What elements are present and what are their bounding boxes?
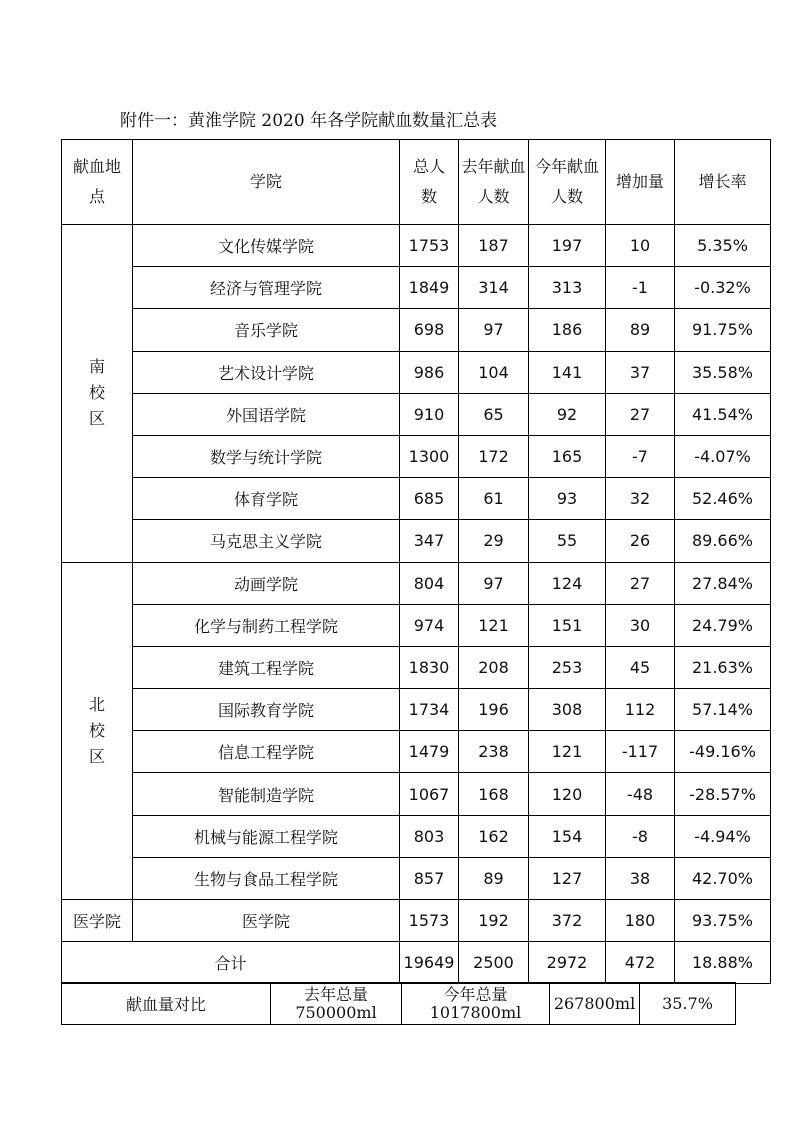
campus-char: 校	[88, 720, 105, 740]
this-year-count: 186	[529, 309, 606, 351]
comparison-row	[62, 983, 736, 1025]
growth-rate: 41.54%	[675, 393, 771, 435]
table-row	[62, 351, 771, 393]
total-count: 974	[400, 604, 459, 646]
table-row	[62, 309, 771, 351]
this-year-count: 154	[529, 815, 606, 857]
growth-rate: 35.58%	[675, 351, 771, 393]
table-row	[62, 225, 771, 267]
table-row	[62, 900, 771, 942]
growth-rate: 21.63%	[675, 646, 771, 688]
total-count: 1830	[400, 646, 459, 688]
total-count: 986	[400, 351, 459, 393]
college-name: 文化传媒学院	[133, 225, 400, 267]
increase-count: 37	[606, 351, 675, 393]
comparison-rate: 35.7%	[640, 983, 736, 1025]
growth-rate: 89.66%	[675, 520, 771, 562]
summary-growth: 18.88%	[675, 942, 771, 984]
table-row	[62, 857, 771, 899]
increase-count: -8	[606, 815, 675, 857]
summary-increase: 472	[606, 942, 675, 984]
summary-label: 合计	[62, 942, 400, 984]
total-count: 685	[400, 478, 459, 520]
campus-char: 南	[88, 357, 105, 377]
table-row	[62, 646, 771, 688]
college-name: 数学与统计学院	[133, 435, 400, 477]
campus-north	[62, 562, 133, 900]
blood-donation-table	[61, 139, 771, 984]
increase-count: 10	[606, 225, 675, 267]
increase-count: -48	[606, 773, 675, 815]
total-count: 804	[400, 562, 459, 604]
total-count: 1849	[400, 267, 459, 309]
total-count: 1753	[400, 225, 459, 267]
campus-char: 校	[88, 383, 105, 403]
college-name: 音乐学院	[133, 309, 400, 351]
college-name: 智能制造学院	[133, 773, 400, 815]
total-count: 1573	[400, 900, 459, 942]
last-year-count: 196	[459, 689, 529, 731]
college-name: 艺术设计学院	[133, 351, 400, 393]
campus-char: 区	[88, 409, 105, 429]
total-count: 910	[400, 393, 459, 435]
table-row	[62, 393, 771, 435]
total-count: 803	[400, 815, 459, 857]
table-row	[62, 689, 771, 731]
total-count: 1479	[400, 731, 459, 773]
increase-count: 27	[606, 393, 675, 435]
header-college: 学院	[133, 140, 400, 225]
last-total-value: 750000ml	[295, 1002, 377, 1022]
last-year-count: 172	[459, 435, 529, 477]
comparison-label: 献血量对比	[62, 983, 271, 1025]
table-row	[62, 478, 771, 520]
summary-this-year: 2972	[529, 942, 606, 984]
this-total-label: 今年总量	[443, 984, 508, 1004]
college-name: 马克思主义学院	[133, 520, 400, 562]
growth-rate: 24.79%	[675, 604, 771, 646]
campus-char: 区	[88, 746, 105, 766]
table-row	[62, 562, 771, 604]
campus-medical: 医学院	[62, 900, 133, 942]
header-last-year: 去年献血人数	[459, 140, 529, 225]
document-title: 附件一：黄淮学院 2020 年各学院献血数量汇总表	[120, 111, 498, 131]
table-row	[62, 604, 771, 646]
college-name: 经济与管理学院	[133, 267, 400, 309]
last-year-count: 97	[459, 309, 529, 351]
college-name: 建筑工程学院	[133, 646, 400, 688]
last-year-count: 238	[459, 731, 529, 773]
comparison-table	[61, 982, 736, 1025]
growth-rate: 42.70%	[675, 857, 771, 899]
college-name: 动画学院	[133, 562, 400, 604]
header-total: 总人数	[400, 140, 459, 225]
total-count: 1300	[400, 435, 459, 477]
table-row	[62, 773, 771, 815]
this-year-count: 127	[529, 857, 606, 899]
growth-rate: 52.46%	[675, 478, 771, 520]
this-year-count: 151	[529, 604, 606, 646]
last-year-count: 192	[459, 900, 529, 942]
college-name: 生物与食品工程学院	[133, 857, 400, 899]
header-growth: 增长率	[675, 140, 771, 225]
last-year-count: 187	[459, 225, 529, 267]
increase-count: -1	[606, 267, 675, 309]
summary-row	[62, 942, 771, 984]
campus-south	[62, 225, 133, 563]
growth-rate: -0.32%	[675, 267, 771, 309]
increase-count: 32	[606, 478, 675, 520]
last-total-label: 去年总量	[303, 984, 368, 1004]
last-year-count: 61	[459, 478, 529, 520]
this-total-value: 1017800ml	[429, 1002, 522, 1022]
this-year-count: 372	[529, 900, 606, 942]
last-year-count: 208	[459, 646, 529, 688]
this-year-count: 121	[529, 731, 606, 773]
comparison-last-year	[271, 983, 402, 1025]
table-row	[62, 731, 771, 773]
header-increase: 增加量	[606, 140, 675, 225]
college-name: 机械与能源工程学院	[133, 815, 400, 857]
header-this-year: 今年献血人数	[529, 140, 606, 225]
college-name: 信息工程学院	[133, 731, 400, 773]
table-row	[62, 815, 771, 857]
college-name: 外国语学院	[133, 393, 400, 435]
last-year-count: 104	[459, 351, 529, 393]
growth-rate: 93.75%	[675, 900, 771, 942]
this-year-count: 308	[529, 689, 606, 731]
this-year-count: 313	[529, 267, 606, 309]
growth-rate: 27.84%	[675, 562, 771, 604]
total-count: 347	[400, 520, 459, 562]
last-year-count: 65	[459, 393, 529, 435]
increase-count: 38	[606, 857, 675, 899]
this-year-count: 124	[529, 562, 606, 604]
this-year-count: 55	[529, 520, 606, 562]
increase-count: 30	[606, 604, 675, 646]
header-location: 献血地点	[62, 140, 133, 225]
growth-rate: -4.94%	[675, 815, 771, 857]
table-row	[62, 520, 771, 562]
last-year-count: 162	[459, 815, 529, 857]
this-year-count: 93	[529, 478, 606, 520]
this-year-count: 197	[529, 225, 606, 267]
table-row	[62, 267, 771, 309]
last-year-count: 314	[459, 267, 529, 309]
last-year-count: 168	[459, 773, 529, 815]
table-row	[62, 435, 771, 477]
college-name: 化学与制药工程学院	[133, 604, 400, 646]
campus-char: 北	[88, 694, 105, 714]
this-year-count: 141	[529, 351, 606, 393]
total-count: 698	[400, 309, 459, 351]
this-year-count: 165	[529, 435, 606, 477]
increase-count: 112	[606, 689, 675, 731]
comparison-diff: 267800ml	[550, 983, 640, 1025]
increase-count: -117	[606, 731, 675, 773]
growth-rate: -49.16%	[675, 731, 771, 773]
increase-count: 180	[606, 900, 675, 942]
total-count: 1734	[400, 689, 459, 731]
growth-rate: 57.14%	[675, 689, 771, 731]
last-year-count: 29	[459, 520, 529, 562]
last-year-count: 121	[459, 604, 529, 646]
increase-count: -7	[606, 435, 675, 477]
increase-count: 89	[606, 309, 675, 351]
increase-count: 27	[606, 562, 675, 604]
total-count: 857	[400, 857, 459, 899]
summary-total: 19649	[400, 942, 459, 984]
increase-count: 45	[606, 646, 675, 688]
total-count: 1067	[400, 773, 459, 815]
growth-rate: 5.35%	[675, 225, 771, 267]
this-year-count: 120	[529, 773, 606, 815]
college-name: 医学院	[133, 900, 400, 942]
last-year-count: 97	[459, 562, 529, 604]
header-row	[62, 140, 771, 225]
this-year-count: 253	[529, 646, 606, 688]
comparison-this-year	[402, 983, 550, 1025]
growth-rate: 91.75%	[675, 309, 771, 351]
college-name: 国际教育学院	[133, 689, 400, 731]
growth-rate: -4.07%	[675, 435, 771, 477]
summary-last-year: 2500	[459, 942, 529, 984]
this-year-count: 92	[529, 393, 606, 435]
college-name: 体育学院	[133, 478, 400, 520]
increase-count: 26	[606, 520, 675, 562]
last-year-count: 89	[459, 857, 529, 899]
growth-rate: -28.57%	[675, 773, 771, 815]
